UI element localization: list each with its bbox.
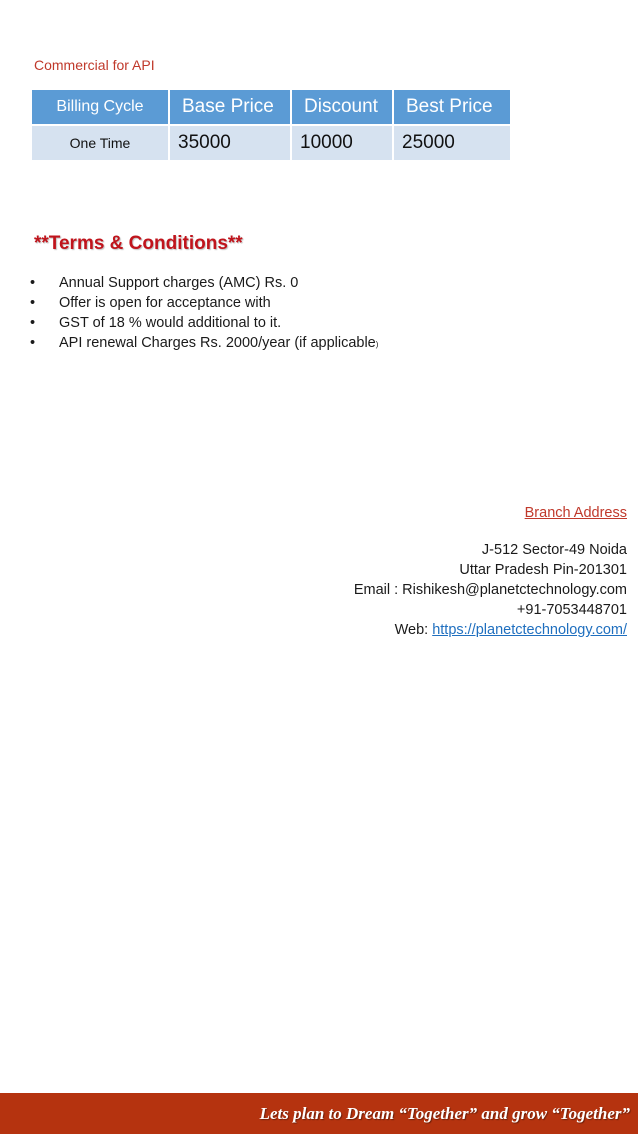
term-text-tail: ) — [375, 340, 379, 349]
web-label: Web: — [394, 622, 433, 638]
bullet-icon: • — [30, 295, 36, 311]
cell-billing-cycle: One Time — [32, 126, 168, 160]
pricing-table — [30, 90, 512, 160]
header-billing-cycle: Billing Cycle — [32, 90, 168, 126]
cell-best-price: 25000 — [394, 126, 510, 160]
phone-line: +91-7053448701 — [516, 602, 627, 618]
header-discount: Discount — [292, 90, 392, 126]
term-text — [59, 333, 378, 353]
address-line-1: J-512 Sector-49 Noida — [481, 542, 627, 558]
email-line: Email : Rishikesh@planetctechnology.com — [353, 582, 627, 598]
footer-tagline: Lets plan to Dream “Together” and grow “Together” — [259, 1104, 630, 1123]
section-title: Commercial for API — [34, 57, 155, 73]
bullet-icon: • — [30, 275, 36, 291]
term-text: GST of 18 % would additional to it. — [59, 315, 282, 331]
website-link[interactable]: https://planetctechnology.com/ — [432, 622, 627, 638]
header-base-price: Base Price — [170, 90, 290, 126]
bullet-icon: • — [30, 315, 36, 331]
branch-address — [354, 505, 627, 640]
header-best-price: Best Price — [394, 90, 510, 126]
term-text: Annual Support charges (AMC) Rs. 0 — [59, 275, 299, 291]
table-row — [32, 126, 510, 160]
list-item — [30, 293, 378, 313]
bullet-icon: • — [30, 335, 36, 351]
footer-banner — [0, 1093, 638, 1134]
term-text: Offer is open for acceptance with — [59, 295, 271, 311]
cell-discount: 10000 — [292, 126, 392, 160]
branch-address-title: Branch Address — [524, 505, 627, 521]
list-item — [30, 333, 378, 353]
list-item — [30, 313, 378, 333]
address-line-2: Uttar Pradesh Pin-201301 — [459, 562, 627, 578]
web-line — [354, 620, 627, 640]
cell-base-price: 35000 — [170, 126, 290, 160]
list-item — [30, 273, 378, 293]
table-header-row — [32, 90, 510, 126]
terms-list — [30, 273, 378, 353]
terms-title: **Terms & Conditions** — [34, 233, 243, 254]
term-text-main: API renewal Charges Rs. 2000/year (if applicable — [59, 335, 376, 351]
